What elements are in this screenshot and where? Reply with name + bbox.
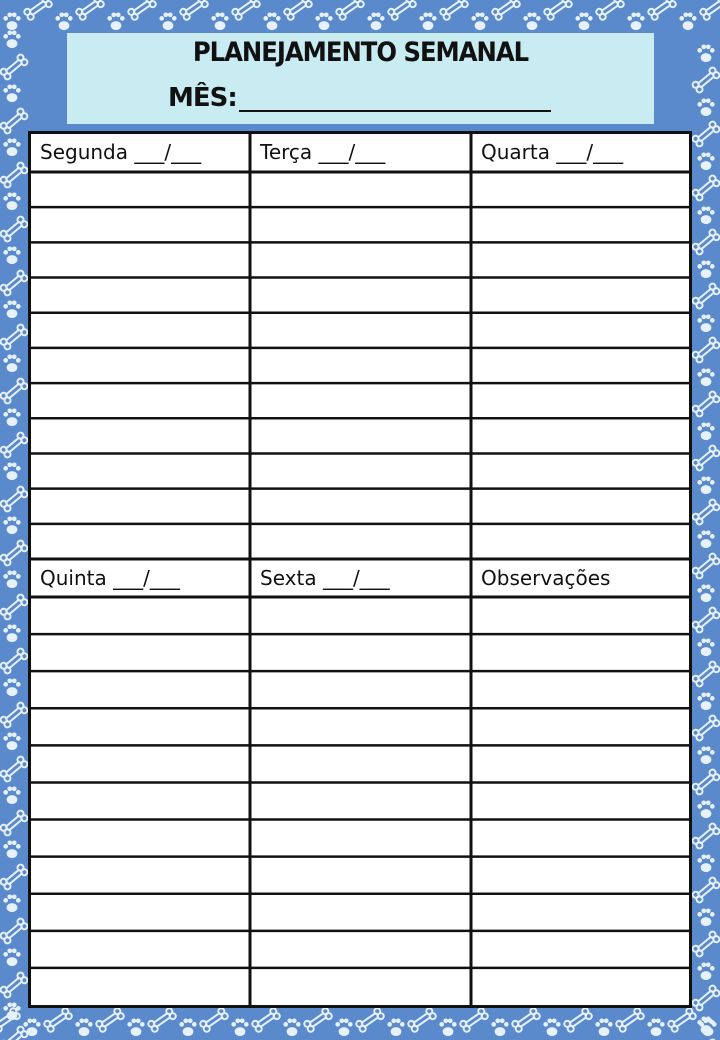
paw-icon <box>697 260 714 278</box>
paw-icon <box>697 368 714 386</box>
bone-icon <box>43 1007 73 1033</box>
paw-icon <box>697 584 714 602</box>
bone-icon <box>691 714 720 741</box>
bone-icon <box>691 930 720 957</box>
bone-icon <box>691 876 720 903</box>
bone-icon <box>511 1007 541 1033</box>
bone-icon <box>0 917 29 944</box>
bone-icon <box>691 336 720 363</box>
paw-icon <box>697 746 714 764</box>
bone-icon <box>0 431 29 458</box>
bone-icon <box>0 161 29 188</box>
paw-icon <box>697 422 714 440</box>
paw-icon <box>491 1018 508 1036</box>
bone-icon <box>0 1025 29 1040</box>
bone-icon <box>407 1007 437 1033</box>
bone-icon <box>0 269 29 296</box>
bone-icon <box>691 498 720 525</box>
bone-icon <box>439 0 469 21</box>
paw-icon <box>3 408 20 426</box>
paw-icon <box>3 786 20 804</box>
paw-icon <box>697 800 714 818</box>
month-write-line[interactable] <box>239 110 551 112</box>
bone-icon <box>691 552 720 579</box>
paw-icon <box>367 12 384 30</box>
paw-icon <box>3 516 20 534</box>
paw-icon <box>697 530 714 548</box>
paw-icon <box>3 84 20 102</box>
paw-icon <box>697 908 714 926</box>
paw-icon <box>419 12 436 30</box>
paw-icon <box>3 138 20 156</box>
bone-icon <box>283 0 313 21</box>
paw-icon <box>3 462 20 480</box>
bone-icon <box>615 1007 645 1033</box>
bone-icon <box>147 1007 177 1033</box>
paw-icon <box>211 12 228 30</box>
bone-icon <box>335 0 365 21</box>
paw-icon <box>23 1018 40 1036</box>
bone-icon <box>355 1007 385 1033</box>
bone-icon <box>699 0 720 21</box>
bone-icon <box>0 53 29 80</box>
bone-icon <box>199 1007 229 1033</box>
bone-icon <box>647 0 677 21</box>
bone-icon <box>231 0 261 21</box>
paw-icon <box>697 44 714 62</box>
column-header-quinta: Quinta ___/___ <box>40 566 180 590</box>
paw-icon <box>697 98 714 116</box>
bone-icon <box>0 377 29 404</box>
header-panel <box>67 33 654 124</box>
paw-icon <box>315 12 332 30</box>
paw-icon <box>3 894 20 912</box>
bone-icon <box>0 539 29 566</box>
paw-icon <box>179 1018 196 1036</box>
bone-icon <box>75 0 105 21</box>
column-header-terca: Terça ___/___ <box>260 140 386 164</box>
paw-icon <box>543 1018 560 1036</box>
bone-icon <box>127 0 157 21</box>
paw-icon <box>3 300 20 318</box>
bone-icon <box>691 984 720 1011</box>
paw-icon <box>679 12 696 30</box>
bone-icon <box>595 0 625 21</box>
paw-icon <box>697 854 714 872</box>
bone-icon <box>491 0 521 21</box>
paw-icon <box>697 206 714 224</box>
paw-icon <box>3 840 20 858</box>
bone-icon <box>691 768 720 795</box>
bone-icon <box>0 485 29 512</box>
bone-icon <box>0 593 29 620</box>
bone-icon <box>691 66 720 93</box>
bone-icon <box>387 0 417 21</box>
paw-icon <box>697 476 714 494</box>
bone-icon <box>691 174 720 201</box>
paw-icon <box>55 12 72 30</box>
bone-icon <box>563 1007 593 1033</box>
paw-icon <box>471 12 488 30</box>
paw-icon <box>575 12 592 30</box>
paw-icon <box>3 354 20 372</box>
bone-icon <box>691 390 720 417</box>
paw-icon <box>647 1018 664 1036</box>
bone-icon <box>691 228 720 255</box>
paw-icon <box>3 948 20 966</box>
paw-icon <box>263 12 280 30</box>
paw-icon <box>159 12 176 30</box>
paw-icon <box>697 962 714 980</box>
bone-icon <box>459 1007 489 1033</box>
bone-icon <box>691 822 720 849</box>
column-header-sexta: Sexta ___/___ <box>260 566 390 590</box>
paw-icon <box>697 152 714 170</box>
bone-icon <box>23 0 53 21</box>
paw-icon <box>439 1018 456 1036</box>
bone-icon <box>0 701 29 728</box>
bone-icon <box>0 971 29 998</box>
paw-icon <box>3 678 20 696</box>
paw-icon <box>335 1018 352 1036</box>
bone-icon <box>543 0 573 21</box>
paw-icon <box>595 1018 612 1036</box>
bone-icon <box>691 120 720 147</box>
bone-icon <box>691 606 720 633</box>
bone-icon <box>179 0 209 21</box>
paw-icon <box>387 1018 404 1036</box>
bone-icon <box>691 282 720 309</box>
paw-icon <box>283 1018 300 1036</box>
bone-icon <box>691 660 720 687</box>
paw-icon <box>627 12 644 30</box>
weekly-planner-table <box>28 131 692 1008</box>
paw-icon <box>3 246 20 264</box>
paw-icon <box>127 1018 144 1036</box>
month-label: MÊS: <box>168 83 237 113</box>
paw-icon <box>231 1018 248 1036</box>
bone-icon <box>0 755 29 782</box>
bone-icon <box>0 107 29 134</box>
paw-icon <box>3 570 20 588</box>
column-header-observacoes: Observações <box>481 566 611 590</box>
paw-icon <box>697 314 714 332</box>
paw-icon <box>697 638 714 656</box>
column-header-segunda: Segunda ___/___ <box>40 140 202 164</box>
paw-icon <box>697 692 714 710</box>
bone-icon <box>0 863 29 890</box>
bone-icon <box>0 647 29 674</box>
bone-icon <box>691 444 720 471</box>
paw-icon <box>75 1018 92 1036</box>
paw-icon <box>3 624 20 642</box>
paw-icon <box>3 30 20 48</box>
paw-icon <box>3 12 20 30</box>
bone-icon <box>303 1007 333 1033</box>
bone-icon <box>0 215 29 242</box>
paw-icon <box>107 12 124 30</box>
bone-icon <box>251 1007 281 1033</box>
column-header-quarta: Quarta ___/___ <box>481 140 624 164</box>
bone-icon <box>0 809 29 836</box>
page-title: PLANEJAMENTO SEMANAL <box>192 37 529 68</box>
paw-icon <box>523 12 540 30</box>
bone-icon <box>667 1007 697 1033</box>
bone-icon <box>95 1007 125 1033</box>
paw-icon <box>3 192 20 210</box>
paw-icon <box>3 732 20 750</box>
bone-icon <box>0 323 29 350</box>
